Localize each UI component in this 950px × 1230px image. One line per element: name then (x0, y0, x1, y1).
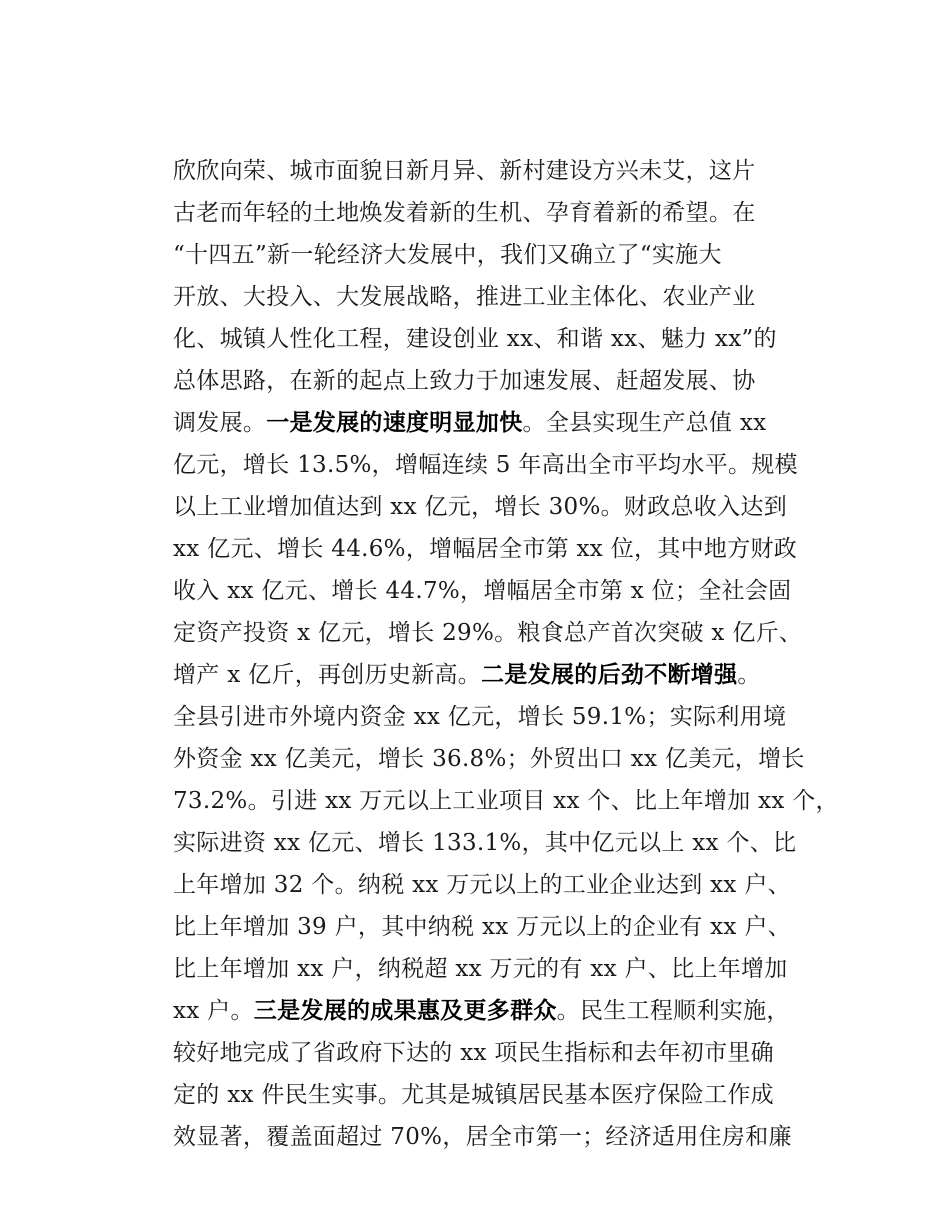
text-segment: 亿元，增长 13.5%，增幅连续 5 年高出全市平均水平。规模 (173, 452, 798, 478)
text-line (173, 822, 833, 864)
text-segment: 效显著，覆盖面超过 70%，居全市第一；经济适用住房和廉 (173, 1124, 792, 1150)
emphasis-heading: 二是发展的后劲不断增强 (481, 662, 738, 688)
text-segment: 收入 xx 亿元、增长 44.7%，增幅居全市第 x 位；全社会固 (173, 578, 792, 604)
text-line (173, 906, 833, 948)
text-segment: 实际进资 xx 亿元、增长 133.1%，其中亿元以上 xx 个、比 (173, 830, 797, 856)
text-segment: 古老而年轻的土地焕发着新的生机、孕育着新的希望。在 (173, 200, 756, 226)
text-segment: 比上年增加 39 户，其中纳税 xx 万元以上的企业有 xx 户、 (173, 914, 791, 940)
text-segment: xx 户。 (173, 998, 254, 1024)
text-segment: 较好地完成了省政府下达的 xx 项民生指标和去年初市里确 (173, 1040, 774, 1066)
text-line (173, 696, 833, 738)
text-line (173, 1116, 833, 1158)
text-line (173, 738, 833, 780)
text-segment: 增产 x 亿斤，再创历史新高。 (173, 662, 482, 688)
text-segment: 化、城镇人性化工程，建设创业 xx、和谐 xx、魅力 xx”的 (173, 326, 777, 352)
text-segment: 外资金 xx 亿美元，增长 36.8%；外贸出口 xx 亿美元，增长 (173, 746, 805, 772)
text-segment: 。民生工程顺利实施， (556, 998, 790, 1024)
text-line (173, 864, 833, 906)
text-line (173, 780, 839, 822)
text-line (173, 990, 833, 1032)
text-segment: 比上年增加 xx 户，纳税超 xx 万元的有 xx 户、比上年增加 (173, 956, 788, 982)
text-segment: 以上工业增加值达到 xx 亿元，增长 30%。财政总收入达到 (173, 494, 787, 520)
text-line (173, 318, 833, 360)
text-segment: xx 亿元、增长 44.6%，增幅居全市第 xx 位，其中地方财政 (173, 536, 798, 562)
text-line (173, 570, 833, 612)
text-segment: 。全县实现生产总值 xx (522, 410, 767, 436)
text-line (173, 192, 833, 234)
text-line (173, 276, 833, 318)
emphasis-heading: 一是发展的速度明显加快 (266, 410, 523, 436)
text-segment: 全县引进市外境内资金 xx 亿元，增长 59.1%；实际利用境 (173, 704, 787, 730)
text-segment: 。 (737, 662, 761, 688)
text-segment: 开放、大投入、大发展战略，推进工业主体化、农业产业 (173, 284, 756, 310)
text-line (173, 486, 833, 528)
emphasis-heading: 三是发展的成果惠及更多群众 (253, 998, 557, 1024)
body-text (173, 150, 839, 1158)
text-segment: 调发展。 (173, 410, 267, 436)
text-segment: 总体思路，在新的起点上致力于加速发展、赶超发展、协 (173, 368, 756, 394)
text-line (173, 1032, 833, 1074)
text-line (173, 528, 833, 570)
text-line (173, 150, 833, 192)
text-segment: 定的 xx 件民生实事。尤其是城镇居民基本医疗保险工作成 (173, 1082, 774, 1108)
text-line (173, 360, 833, 402)
text-line (173, 948, 833, 990)
text-line (173, 1074, 833, 1116)
text-line (173, 612, 833, 654)
text-segment: “十四五”新一轮经济大发展中，我们又确立了“实施大 (173, 242, 722, 268)
text-segment: 上年增加 32 个。纳税 xx 万元以上的工业企业达到 xx 户、 (173, 872, 791, 898)
text-line (173, 234, 833, 276)
text-line (173, 402, 833, 444)
text-segment: 欣欣向荣、城市面貌日新月异、新村建设方兴未艾，这片 (173, 158, 756, 184)
text-line (173, 654, 833, 696)
text-line (173, 444, 833, 486)
text-segment: 73.2%。引进 xx 万元以上工业项目 xx 个、比上年增加 xx 个， (173, 788, 839, 814)
text-segment: 定资产投资 x 亿元，增长 29%。粮食总产首次突破 x 亿斤、 (173, 620, 803, 646)
